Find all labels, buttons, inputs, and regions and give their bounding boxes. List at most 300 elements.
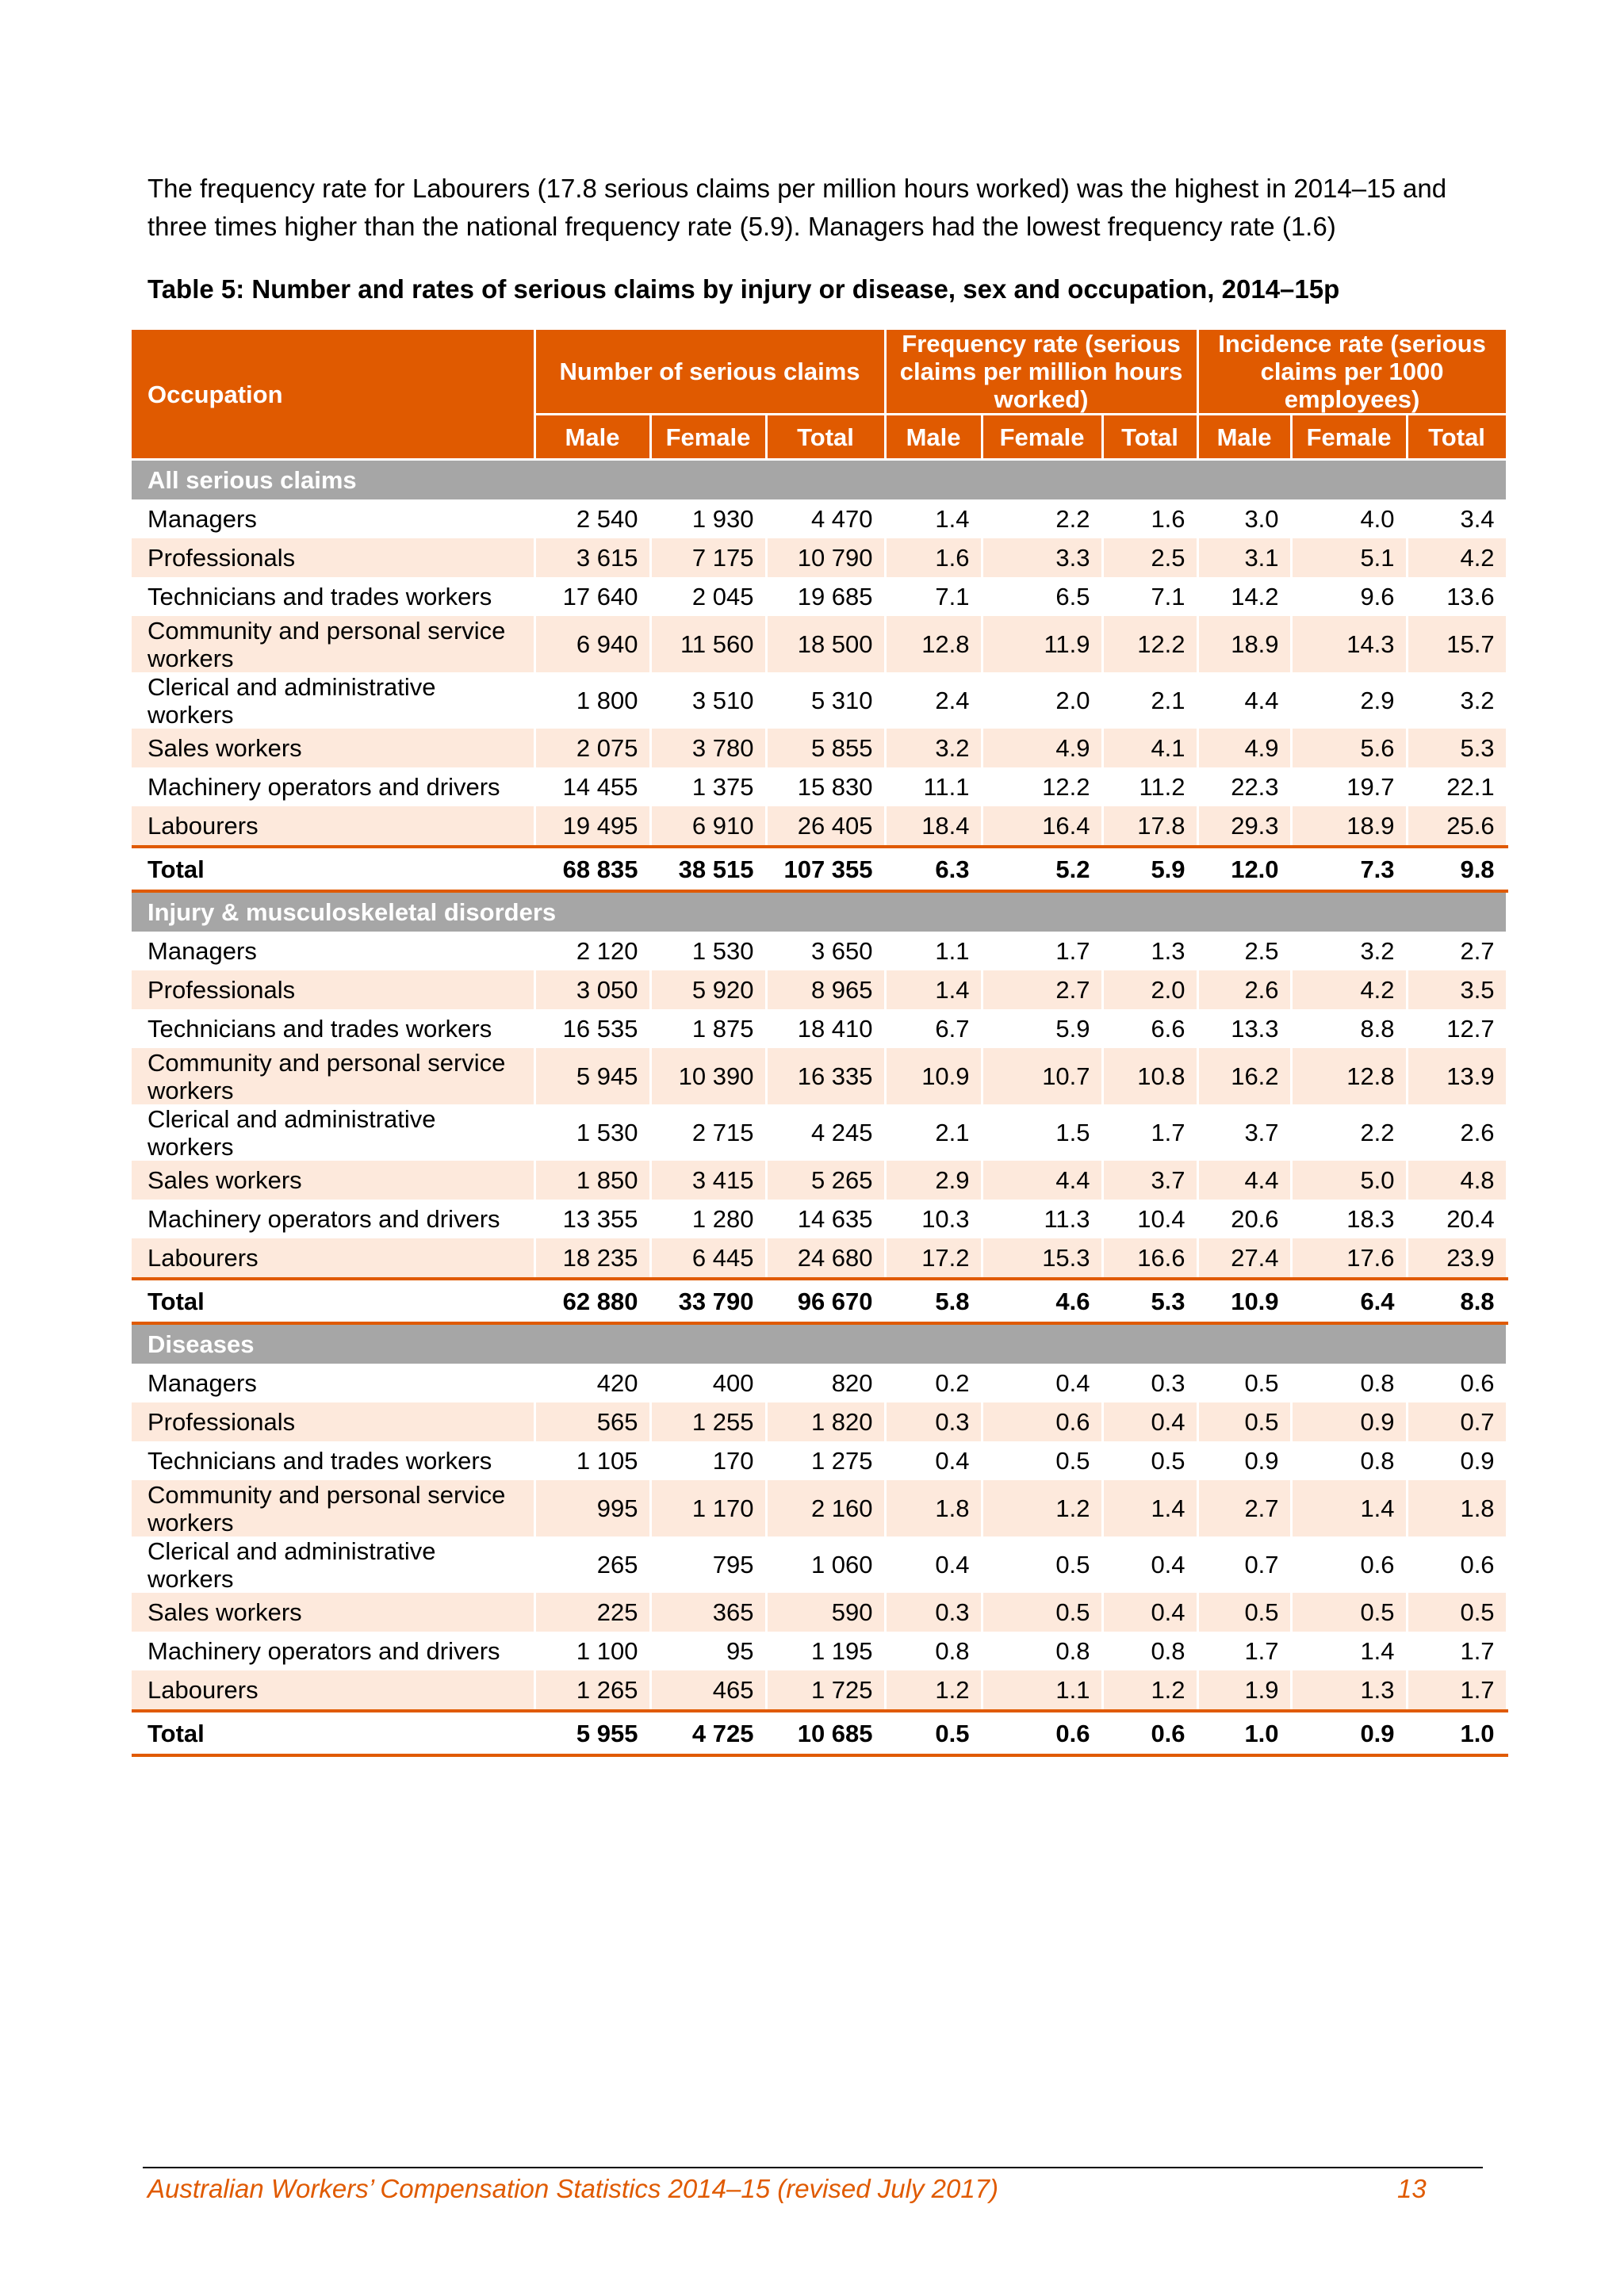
value-cell: 1.8 xyxy=(1407,1480,1507,1536)
value-cell: 4.9 xyxy=(982,729,1102,767)
value-cell: 0.9 xyxy=(1197,1441,1291,1480)
value-cell: 18 410 xyxy=(766,1009,885,1048)
value-cell: 6.6 xyxy=(1102,1009,1197,1048)
occupation-cell: Labourers xyxy=(132,1238,534,1279)
table-row xyxy=(132,767,1507,806)
value-cell: 1 195 xyxy=(766,1632,885,1670)
value-cell: 17 640 xyxy=(534,577,650,616)
value-cell: 565 xyxy=(534,1402,650,1441)
table-row xyxy=(132,1593,1507,1632)
value-cell: 1 820 xyxy=(766,1402,885,1441)
header-frequency-rate: Frequency rate (serious claims per million hours worked) xyxy=(885,330,1197,415)
value-cell: 5.0 xyxy=(1291,1161,1407,1200)
value-cell: 2.4 xyxy=(885,672,982,729)
value-cell: 0.8 xyxy=(982,1632,1102,1670)
value-cell: 6.5 xyxy=(982,577,1102,616)
value-cell: 12.2 xyxy=(1102,616,1197,672)
value-cell: 3 415 xyxy=(650,1161,766,1200)
occupation-cell: Professionals xyxy=(132,1402,534,1441)
table-row xyxy=(132,672,1507,729)
value-cell: 14 635 xyxy=(766,1200,885,1238)
value-cell: 18 500 xyxy=(766,616,885,672)
value-cell: 2 715 xyxy=(650,1104,766,1161)
value-cell: 20.4 xyxy=(1407,1200,1507,1238)
value-cell: 4 470 xyxy=(766,499,885,538)
value-cell: 96 670 xyxy=(766,1279,885,1323)
occupation-cell: Machinery operators and drivers xyxy=(132,1200,534,1238)
value-cell: 3.0 xyxy=(1197,499,1291,538)
value-cell: 1.6 xyxy=(885,538,982,577)
value-cell: 5.3 xyxy=(1102,1279,1197,1323)
value-cell: 5.3 xyxy=(1407,729,1507,767)
value-cell: 0.8 xyxy=(1291,1441,1407,1480)
value-cell: 0.4 xyxy=(885,1441,982,1480)
value-cell: 10 390 xyxy=(650,1048,766,1104)
value-cell: 1.2 xyxy=(982,1480,1102,1536)
value-cell: 1.3 xyxy=(1102,932,1197,970)
value-cell: 12.2 xyxy=(982,767,1102,806)
value-cell: 1.9 xyxy=(1197,1670,1291,1711)
table-row xyxy=(132,1441,1507,1480)
value-cell: 0.9 xyxy=(1291,1711,1407,1755)
occupation-cell: Sales workers xyxy=(132,729,534,767)
value-cell: 1.1 xyxy=(982,1670,1102,1711)
value-cell: 2.7 xyxy=(982,970,1102,1009)
table-row xyxy=(132,1480,1507,1536)
value-cell: 2 075 xyxy=(534,729,650,767)
value-cell: 2.7 xyxy=(1407,932,1507,970)
value-cell: 11.1 xyxy=(885,767,982,806)
page-number: 13 xyxy=(1397,2174,1427,2203)
section-header-row xyxy=(132,891,1507,932)
value-cell: 3.1 xyxy=(1197,538,1291,577)
value-cell: 16.4 xyxy=(982,806,1102,847)
occupation-cell: Clerical and administrative workers xyxy=(132,672,534,729)
value-cell: 3.2 xyxy=(1407,672,1507,729)
table-row xyxy=(132,1238,1507,1279)
value-cell: 11.2 xyxy=(1102,767,1197,806)
value-cell: 10.7 xyxy=(982,1048,1102,1104)
value-cell: 18.4 xyxy=(885,806,982,847)
value-cell: 0.4 xyxy=(982,1364,1102,1402)
value-cell: 1.2 xyxy=(1102,1670,1197,1711)
value-cell: 1 530 xyxy=(650,932,766,970)
section-title: Injury & musculoskeletal disorders xyxy=(132,891,1507,932)
value-cell: 0.5 xyxy=(982,1593,1102,1632)
value-cell: 5.6 xyxy=(1291,729,1407,767)
value-cell: 12.0 xyxy=(1197,847,1291,891)
value-cell: 4.1 xyxy=(1102,729,1197,767)
value-cell: 0.4 xyxy=(1102,1593,1197,1632)
value-cell: 13.9 xyxy=(1407,1048,1507,1104)
table-body xyxy=(132,460,1507,1756)
value-cell: 2.6 xyxy=(1197,970,1291,1009)
value-cell: 7.1 xyxy=(885,577,982,616)
value-cell: 7.1 xyxy=(1102,577,1197,616)
table-row xyxy=(132,1632,1507,1670)
value-cell: 1 530 xyxy=(534,1104,650,1161)
value-cell: 0.3 xyxy=(885,1402,982,1441)
value-cell: 0.9 xyxy=(1291,1402,1407,1441)
value-cell: 15 830 xyxy=(766,767,885,806)
value-cell: 0.9 xyxy=(1407,1441,1507,1480)
table-row xyxy=(132,1200,1507,1238)
value-cell: 1 280 xyxy=(650,1200,766,1238)
table-row xyxy=(132,729,1507,767)
value-cell: 1 875 xyxy=(650,1009,766,1048)
value-cell: 1.7 xyxy=(1102,1104,1197,1161)
occupation-cell: Technicians and trades workers xyxy=(132,577,534,616)
value-cell: 5.8 xyxy=(885,1279,982,1323)
value-cell: 4.2 xyxy=(1291,970,1407,1009)
value-cell: 3.2 xyxy=(1291,932,1407,970)
value-cell: 15.3 xyxy=(982,1238,1102,1279)
value-cell: 1 375 xyxy=(650,767,766,806)
sub-header-cell: Total xyxy=(766,415,885,460)
value-cell: 6 940 xyxy=(534,616,650,672)
value-cell: 9.8 xyxy=(1407,847,1507,891)
value-cell: 5 920 xyxy=(650,970,766,1009)
value-cell: 29.3 xyxy=(1197,806,1291,847)
value-cell: 4.4 xyxy=(1197,1161,1291,1200)
sub-header-cell: Male xyxy=(1197,415,1291,460)
value-cell: 16 335 xyxy=(766,1048,885,1104)
value-cell: 3 510 xyxy=(650,672,766,729)
value-cell: 12.8 xyxy=(885,616,982,672)
value-cell: 19 685 xyxy=(766,577,885,616)
value-cell: 2 120 xyxy=(534,932,650,970)
value-cell: 8 965 xyxy=(766,970,885,1009)
header-incidence-rate: Incidence rate (serious claims per 1000 employees) xyxy=(1197,330,1507,415)
value-cell: 4 725 xyxy=(650,1711,766,1755)
value-cell: 1 265 xyxy=(534,1670,650,1711)
value-cell: 13 355 xyxy=(534,1200,650,1238)
value-cell: 1.4 xyxy=(1291,1480,1407,1536)
value-cell: 1.8 xyxy=(885,1480,982,1536)
footer-rule xyxy=(143,2167,1483,2168)
value-cell: 3.4 xyxy=(1407,499,1507,538)
value-cell: 6 910 xyxy=(650,806,766,847)
value-cell: 14 455 xyxy=(534,767,650,806)
value-cell: 2.1 xyxy=(885,1104,982,1161)
value-cell: 420 xyxy=(534,1364,650,1402)
value-cell: 8.8 xyxy=(1291,1009,1407,1048)
value-cell: 6 445 xyxy=(650,1238,766,1279)
table-row xyxy=(132,970,1507,1009)
value-cell: 5.9 xyxy=(1102,847,1197,891)
value-cell: 265 xyxy=(534,1536,650,1593)
value-cell: 0.5 xyxy=(1197,1593,1291,1632)
value-cell: 10.3 xyxy=(885,1200,982,1238)
value-cell: 3 615 xyxy=(534,538,650,577)
sub-header-cell: Female xyxy=(1291,415,1407,460)
occupation-cell: Machinery operators and drivers xyxy=(132,767,534,806)
value-cell: 2.5 xyxy=(1197,932,1291,970)
value-cell: 33 790 xyxy=(650,1279,766,1323)
value-cell: 0.6 xyxy=(1407,1364,1507,1402)
value-cell: 95 xyxy=(650,1632,766,1670)
value-cell: 2.7 xyxy=(1197,1480,1291,1536)
value-cell: 17.2 xyxy=(885,1238,982,1279)
value-cell: 107 355 xyxy=(766,847,885,891)
value-cell: 2.9 xyxy=(885,1161,982,1200)
value-cell: 4.4 xyxy=(982,1161,1102,1200)
occupation-cell: Labourers xyxy=(132,806,534,847)
value-cell: 1 105 xyxy=(534,1441,650,1480)
value-cell: 1.4 xyxy=(885,499,982,538)
value-cell: 10 685 xyxy=(766,1711,885,1755)
section-header-row xyxy=(132,1323,1507,1364)
value-cell: 11.9 xyxy=(982,616,1102,672)
value-cell: 68 835 xyxy=(534,847,650,891)
value-cell: 1.7 xyxy=(982,932,1102,970)
value-cell: 0.8 xyxy=(1291,1364,1407,1402)
value-cell: 27.4 xyxy=(1197,1238,1291,1279)
value-cell: 14.2 xyxy=(1197,577,1291,616)
value-cell: 10 790 xyxy=(766,538,885,577)
value-cell: 13.3 xyxy=(1197,1009,1291,1048)
table-row xyxy=(132,1009,1507,1048)
value-cell: 0.7 xyxy=(1197,1536,1291,1593)
value-cell: 0.4 xyxy=(1102,1402,1197,1441)
value-cell: 2 540 xyxy=(534,499,650,538)
value-cell: 0.6 xyxy=(982,1402,1102,1441)
table-caption: Table 5: Number and rates of serious claims by injury or disease, sex and occupation, 2014–15p xyxy=(147,274,1340,304)
table-row xyxy=(132,538,1507,577)
value-cell: 2.2 xyxy=(982,499,1102,538)
value-cell: 5.1 xyxy=(1291,538,1407,577)
value-cell: 38 515 xyxy=(650,847,766,891)
value-cell: 3.2 xyxy=(885,729,982,767)
value-cell: 4.9 xyxy=(1197,729,1291,767)
value-cell: 1 255 xyxy=(650,1402,766,1441)
value-cell: 20.6 xyxy=(1197,1200,1291,1238)
header-occupation: Occupation xyxy=(132,330,534,460)
value-cell: 0.4 xyxy=(1102,1536,1197,1593)
value-cell: 24 680 xyxy=(766,1238,885,1279)
occupation-cell: Total xyxy=(132,1279,534,1323)
value-cell: 0.8 xyxy=(1102,1632,1197,1670)
value-cell: 5 945 xyxy=(534,1048,650,1104)
table-row xyxy=(132,577,1507,616)
value-cell: 18 235 xyxy=(534,1238,650,1279)
value-cell: 5 265 xyxy=(766,1161,885,1200)
value-cell: 25.6 xyxy=(1407,806,1507,847)
value-cell: 590 xyxy=(766,1593,885,1632)
value-cell: 2.5 xyxy=(1102,538,1197,577)
value-cell: 18.9 xyxy=(1291,806,1407,847)
value-cell: 1.4 xyxy=(1291,1632,1407,1670)
table-row xyxy=(132,1104,1507,1161)
value-cell: 3.5 xyxy=(1407,970,1507,1009)
value-cell: 12.7 xyxy=(1407,1009,1507,1048)
sub-header-cell: Total xyxy=(1407,415,1507,460)
value-cell: 5 955 xyxy=(534,1711,650,1755)
value-cell: 16.6 xyxy=(1102,1238,1197,1279)
value-cell: 4.0 xyxy=(1291,499,1407,538)
value-cell: 5.2 xyxy=(982,847,1102,891)
value-cell: 225 xyxy=(534,1593,650,1632)
sub-header-cell: Female xyxy=(982,415,1102,460)
value-cell: 0.6 xyxy=(1102,1711,1197,1755)
value-cell: 13.6 xyxy=(1407,577,1507,616)
value-cell: 19 495 xyxy=(534,806,650,847)
value-cell: 11 560 xyxy=(650,616,766,672)
value-cell: 22.1 xyxy=(1407,767,1507,806)
value-cell: 2 045 xyxy=(650,577,766,616)
total-row xyxy=(132,1711,1507,1755)
value-cell: 0.5 xyxy=(982,1441,1102,1480)
total-row xyxy=(132,847,1507,891)
value-cell: 6.7 xyxy=(885,1009,982,1048)
value-cell: 1.4 xyxy=(1102,1480,1197,1536)
occupation-cell: Sales workers xyxy=(132,1593,534,1632)
value-cell: 1 725 xyxy=(766,1670,885,1711)
value-cell: 14.3 xyxy=(1291,616,1407,672)
occupation-cell: Managers xyxy=(132,1364,534,1402)
table-row xyxy=(132,1536,1507,1593)
value-cell: 23.9 xyxy=(1407,1238,1507,1279)
value-cell: 995 xyxy=(534,1480,650,1536)
value-cell: 2.0 xyxy=(982,672,1102,729)
value-cell: 12.8 xyxy=(1291,1048,1407,1104)
value-cell: 0.5 xyxy=(1197,1402,1291,1441)
table-row xyxy=(132,1364,1507,1402)
value-cell: 5 855 xyxy=(766,729,885,767)
value-cell: 1.7 xyxy=(1407,1670,1507,1711)
value-cell: 365 xyxy=(650,1593,766,1632)
value-cell: 0.2 xyxy=(885,1364,982,1402)
value-cell: 62 880 xyxy=(534,1279,650,1323)
header-number-of-claims: Number of serious claims xyxy=(534,330,885,415)
value-cell: 0.6 xyxy=(1291,1536,1407,1593)
occupation-cell: Managers xyxy=(132,932,534,970)
occupation-cell: Clerical and administrative workers xyxy=(132,1536,534,1593)
value-cell: 4 245 xyxy=(766,1104,885,1161)
value-cell: 17.6 xyxy=(1291,1238,1407,1279)
value-cell: 1.3 xyxy=(1291,1670,1407,1711)
value-cell: 2.0 xyxy=(1102,970,1197,1009)
value-cell: 1.0 xyxy=(1197,1711,1291,1755)
value-cell: 2.2 xyxy=(1291,1104,1407,1161)
value-cell: 0.7 xyxy=(1407,1402,1507,1441)
value-cell: 795 xyxy=(650,1536,766,1593)
value-cell: 6.4 xyxy=(1291,1279,1407,1323)
value-cell: 16.2 xyxy=(1197,1048,1291,1104)
value-cell: 1 100 xyxy=(534,1632,650,1670)
occupation-cell: Professionals xyxy=(132,970,534,1009)
table-row xyxy=(132,932,1507,970)
table-row xyxy=(132,1402,1507,1441)
value-cell: 7 175 xyxy=(650,538,766,577)
occupation-cell: Managers xyxy=(132,499,534,538)
value-cell: 18.9 xyxy=(1197,616,1291,672)
claims-table xyxy=(132,330,1508,1757)
value-cell: 11.3 xyxy=(982,1200,1102,1238)
value-cell: 0.6 xyxy=(1407,1536,1507,1593)
value-cell: 1.7 xyxy=(1407,1632,1507,1670)
value-cell: 0.5 xyxy=(1291,1593,1407,1632)
occupation-cell: Technicians and trades workers xyxy=(132,1441,534,1480)
value-cell: 1.7 xyxy=(1197,1632,1291,1670)
section-title: Diseases xyxy=(132,1323,1507,1364)
value-cell: 16 535 xyxy=(534,1009,650,1048)
value-cell: 17.8 xyxy=(1102,806,1197,847)
value-cell: 2.1 xyxy=(1102,672,1197,729)
value-cell: 9.6 xyxy=(1291,577,1407,616)
sub-header-cell: Total xyxy=(1102,415,1197,460)
value-cell: 3 780 xyxy=(650,729,766,767)
value-cell: 1 060 xyxy=(766,1536,885,1593)
table-row xyxy=(132,1048,1507,1104)
value-cell: 0.5 xyxy=(885,1711,982,1755)
value-cell: 3.7 xyxy=(1102,1161,1197,1200)
section-header-row xyxy=(132,460,1507,500)
value-cell: 1.2 xyxy=(885,1670,982,1711)
value-cell: 8.8 xyxy=(1407,1279,1507,1323)
table-row xyxy=(132,616,1507,672)
value-cell: 1 800 xyxy=(534,672,650,729)
value-cell: 18.3 xyxy=(1291,1200,1407,1238)
occupation-cell: Community and personal service workers xyxy=(132,616,534,672)
value-cell: 26 405 xyxy=(766,806,885,847)
value-cell: 1 850 xyxy=(534,1161,650,1200)
value-cell: 170 xyxy=(650,1441,766,1480)
sub-header-cell: Male xyxy=(885,415,982,460)
value-cell: 0.4 xyxy=(885,1536,982,1593)
value-cell: 7.3 xyxy=(1291,847,1407,891)
value-cell: 0.3 xyxy=(885,1593,982,1632)
section-title: All serious claims xyxy=(132,460,1507,500)
table-row xyxy=(132,806,1507,847)
value-cell: 4.6 xyxy=(982,1279,1102,1323)
occupation-cell: Machinery operators and drivers xyxy=(132,1632,534,1670)
value-cell: 465 xyxy=(650,1670,766,1711)
value-cell: 820 xyxy=(766,1364,885,1402)
occupation-cell: Total xyxy=(132,847,534,891)
value-cell: 10.9 xyxy=(885,1048,982,1104)
value-cell: 4.2 xyxy=(1407,538,1507,577)
occupation-cell: Labourers xyxy=(132,1670,534,1711)
value-cell: 15.7 xyxy=(1407,616,1507,672)
total-row xyxy=(132,1279,1507,1323)
value-cell: 0.5 xyxy=(1102,1441,1197,1480)
value-cell: 4.4 xyxy=(1197,672,1291,729)
occupation-cell: Community and personal service workers xyxy=(132,1048,534,1104)
value-cell: 19.7 xyxy=(1291,767,1407,806)
occupation-cell: Professionals xyxy=(132,538,534,577)
sub-header-cell: Female xyxy=(650,415,766,460)
table-row xyxy=(132,1161,1507,1200)
value-cell: 1.1 xyxy=(885,932,982,970)
table-row xyxy=(132,499,1507,538)
value-cell: 0.6 xyxy=(982,1711,1102,1755)
value-cell: 22.3 xyxy=(1197,767,1291,806)
value-cell: 1 930 xyxy=(650,499,766,538)
value-cell: 1 275 xyxy=(766,1441,885,1480)
value-cell: 3.3 xyxy=(982,538,1102,577)
intro-paragraph: The frequency rate for Labourers (17.8 serious claims per million hours worked) was the highest in 2014–15 and three times higher than the national frequency rate (5.9). Managers had the lowest frequency rate (1.6) xyxy=(147,174,1447,241)
occupation-cell: Sales workers xyxy=(132,1161,534,1200)
value-cell: 1.0 xyxy=(1407,1711,1507,1755)
value-cell: 10.8 xyxy=(1102,1048,1197,1104)
value-cell: 0.5 xyxy=(982,1536,1102,1593)
occupation-cell: Technicians and trades workers xyxy=(132,1009,534,1048)
value-cell: 0.3 xyxy=(1102,1364,1197,1402)
table-header xyxy=(132,330,1507,460)
value-cell: 1.5 xyxy=(982,1104,1102,1161)
occupation-cell: Total xyxy=(132,1711,534,1755)
